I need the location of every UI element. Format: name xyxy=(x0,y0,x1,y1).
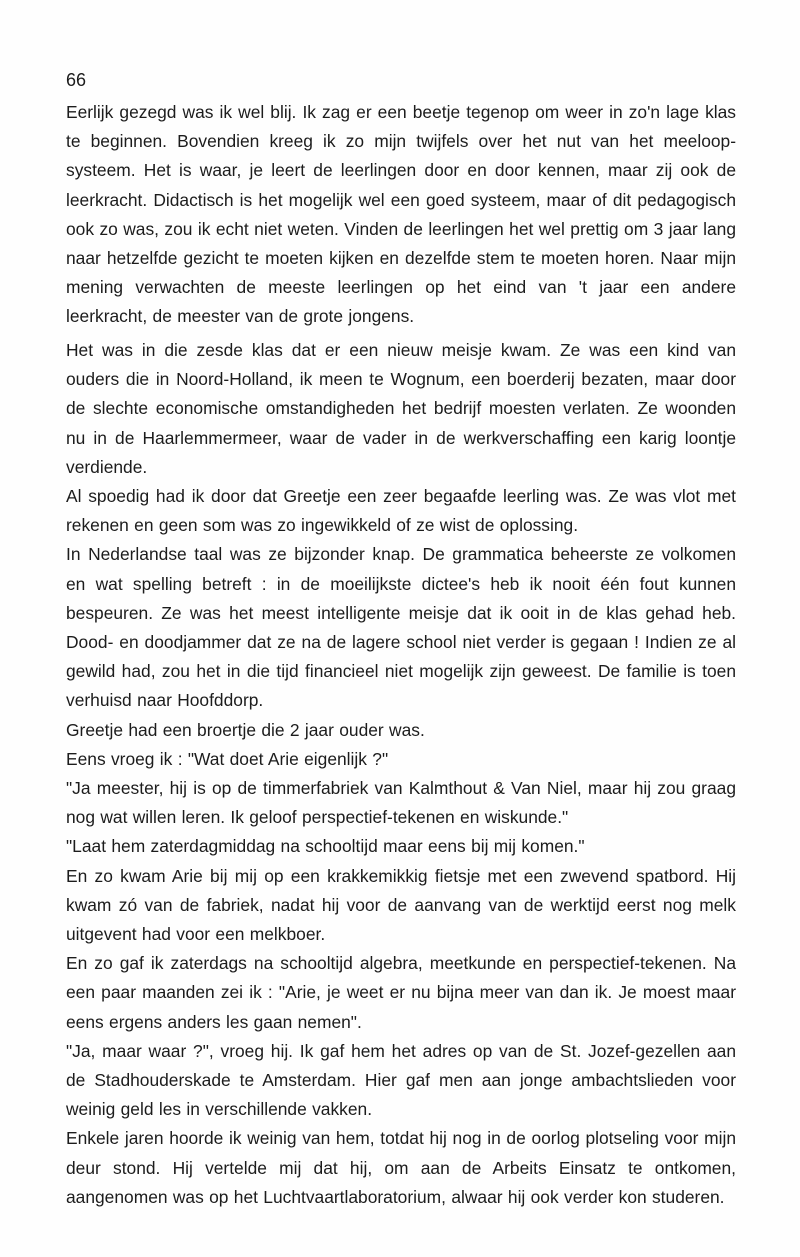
paragraph: Eerlijk gezegd was ik wel blij. Ik zag er een beetje tegenop om weer in zo'n lage klas te beginnen. Bovendien kreeg ik zo mijn twijfels over het nut van het meeloop-systeem. Het is waar, je leert de leerlingen door en door kennen, maar zij ook de leerkracht. Didactisch is het mogelijk wel een goed systeem, maar of dit pedagogisch ook zo was, zou ik echt niet weten. Vinden de leerlingen het wel prettig om 3 jaar lang naar hetzelfde gezicht te moeten kijken en dezelfde stem te moeten horen. Naar mijn mening verwachten de meeste leerlingen op het eind van 't jaar een andere leerkracht, de meester van de grote jongens. xyxy=(66,102,736,327)
paragraph: Enkele jaren hoorde ik weinig van hem, totdat hij nog in de oorlog plotseling voor mijn deur stond. Hij vertelde mij dat hij, om aan de Arbeits Einsatz te ontkomen, aangenomen was op het Luchtvaartlaboratorium, alwaar hij ook verder kon studeren. xyxy=(66,1128,736,1207)
paragraph: "Laat hem zaterdagmiddag na schooltijd maar eens bij mij komen." xyxy=(66,836,585,857)
page-number: 66 xyxy=(66,70,87,90)
paragraph: In Nederlandse taal was ze bijzonder knap. De grammatica beheerste ze volkomen en wat spelling betreft : in de moeilijkste dictee's heb ik nooit één fout kunnen bespeuren. Ze was het meest intelligente meisje dat ik ooit in de klas gehad heb. Dood- en doodjammer dat ze na de lagere school niet verder is gegaan ! Indien ze al gewild had, zou het in die tijd financieel niet mogelijk zijn geweest. De familie is toen verhuisd naar Hoofddorp. xyxy=(66,544,736,711)
paragraph: Greetje had een broertje die 2 jaar ouder was. xyxy=(66,719,425,740)
paragraph: En zo gaf ik zaterdags na schooltijd algebra, meetkunde en perspectief-tekenen. Na een paar maanden zei ik : "Arie, je weet er nu bijna meer van dan ik. Je moest maar eens ergens anders les gaan nemen". xyxy=(66,953,736,1032)
text-section-2 xyxy=(66,336,736,1212)
paragraph: Het was in die zesde klas dat er een nieuw meisje kwam. Ze was een kind van ouders die in Noord-Holland, ik meen te Wognum, een boerderij bezaten, maar door de slechte economische omstandigheden het bedrijf moesten verlaten. Ze woonden nu in de Haarlemmermeer, waar de vader in de werkverschaffing een karig loontje verdiende. xyxy=(66,340,736,477)
paragraph: "Ja, maar waar ?", vroeg hij. Ik gaf hem het adres op van de St. Jozef-gezellen aan de Stadhouderskade te Amsterdam. Hier gaf men aan jonge ambachtslieden voor weinig geld les in verschillende vakken. xyxy=(66,1040,736,1120)
paragraph: "Ja meester, hij is op de timmerfabriek van Kalmthout & Van Niel, maar hij zou graag nog wat willen leren. Ik geloof perspectief-tekenen en wiskunde." xyxy=(66,778,736,828)
text-section-1 xyxy=(66,98,736,332)
paragraph: Eens vroeg ik : "Wat doet Arie eigenlijk ?" xyxy=(66,748,389,769)
paragraph: Al spoedig had ik door dat Greetje een zeer begaafde leerling was. Ze was vlot met rekenen en geen som was zo ingewikkeld of ze wist de oplossing. xyxy=(66,486,736,536)
paragraph: En zo kwam Arie bij mij op een krakkemikkig fietsje met een zwevend spatbord. Hij kwam zó van de fabriek, nadat hij voor de aanvang van de werktijd eerst nog melk uitgevent had voor een melkboer. xyxy=(66,865,736,945)
